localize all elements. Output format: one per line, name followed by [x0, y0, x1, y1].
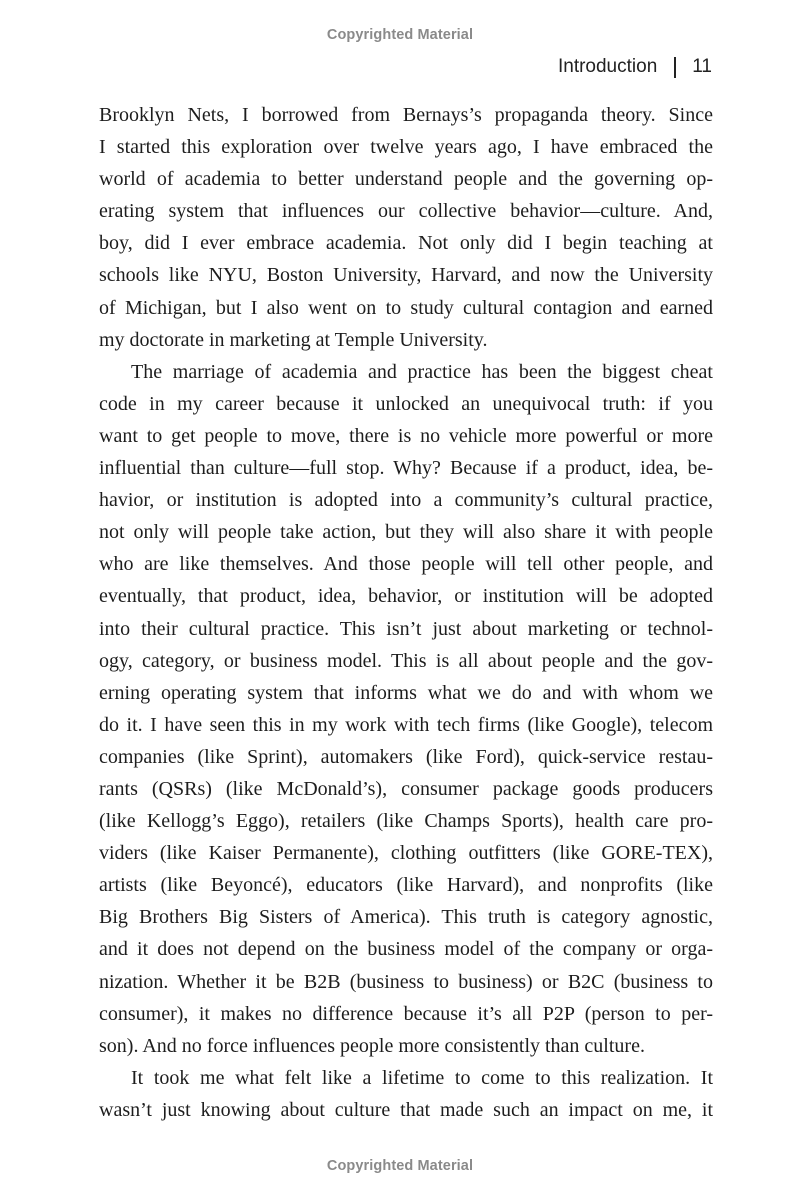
text-line: my doctorate in marketing at Temple University.: [99, 328, 488, 351]
text-line: companies (like Sprint), automakers (like Ford), quick-service restau-: [99, 745, 713, 768]
text-line: who are like themselves. And those people will tell other people, and: [99, 553, 713, 576]
text-line: rants (QSRs) (like McDonald’s), consumer package goods producers: [99, 777, 713, 800]
text-line: consumer), it makes no difference because it’s all P2P (person to per-: [99, 1002, 713, 1025]
page-number: 11: [692, 56, 712, 77]
text-line: of Michigan, but I also went on to study cultural contagion and earned: [99, 296, 713, 319]
text-line: not only will people take action, but they will also share it with people: [99, 521, 713, 544]
text-line: ogy, category, or business model. This is all about people and the gov-: [99, 649, 713, 672]
text-line: erning operating system that informs what we do and with whom we: [99, 681, 713, 704]
text-line: into their cultural practice. This isn’t just about marketing or technol-: [99, 617, 713, 640]
text-line: code in my career because it unlocked an unequivocal truth: if you: [99, 392, 713, 415]
header-divider: [674, 57, 676, 78]
text-line: Brooklyn Nets, I borrowed from Bernays’s propaganda theory. Since: [99, 104, 713, 126]
text-line: havior, or institution is adopted into a community’s cultural practice,: [99, 489, 713, 512]
text-line: viders (like Kaiser Permanente), clothing outfitters (like GORE-TEX),: [99, 842, 713, 865]
text-line: artists (like Beyoncé), educators (like Harvard), and nonprofits (like: [99, 874, 713, 897]
copyright-watermark-top: Copyrighted Material: [326, 27, 474, 43]
text-line: I started this exploration over twelve years ago, I have embraced the: [99, 136, 713, 159]
text-line: want to get people to move, there is no vehicle more powerful or more: [99, 424, 713, 447]
text-line: and it does not depend on the business model of the company or orga-: [99, 938, 713, 961]
text-line: It took me what felt like a lifetime to come to this realization. It: [131, 1066, 713, 1089]
paragraph-3: [99, 1062, 713, 1126]
text-line: schools like NYU, Boston University, Harvard, and now the University: [99, 264, 713, 287]
text-line: Big Brothers Big Sisters of America). This truth is category agnostic,: [99, 906, 713, 929]
paragraph-1: [99, 99, 713, 356]
running-head: [558, 55, 712, 79]
text-line: wasn’t just knowing about culture that made such an impact on me, it: [99, 1098, 713, 1121]
body-text: [99, 99, 713, 1126]
text-line: boy, did I ever embrace academia. Not only did I begin teaching at: [99, 232, 713, 255]
copyright-watermark-bottom: Copyrighted Material: [326, 1158, 474, 1174]
text-line: world of academia to better understand people and the governing op-: [99, 168, 713, 191]
text-line: (like Kellogg’s Eggo), retailers (like Champs Sports), health care pro-: [99, 810, 713, 833]
text-line: nization. Whether it be B2B (business to business) or B2C (business to: [99, 970, 713, 993]
text-line: son). And no force influences people more consistently than culture.: [99, 1034, 645, 1057]
section-title: Introduction: [557, 56, 658, 77]
text-line: erating system that influences our collective behavior—culture. And,: [99, 200, 713, 223]
text-line: eventually, that product, idea, behavior, or institution will be adopted: [99, 585, 713, 608]
text-line: The marriage of academia and practice has been the biggest cheat: [131, 360, 713, 383]
text-line: influential than culture—full stop. Why? Because if a product, idea, be-: [99, 457, 713, 480]
text-line: do it. I have seen this in my work with tech firms (like Google), telecom: [99, 713, 713, 736]
paragraph-2: [99, 356, 713, 1062]
